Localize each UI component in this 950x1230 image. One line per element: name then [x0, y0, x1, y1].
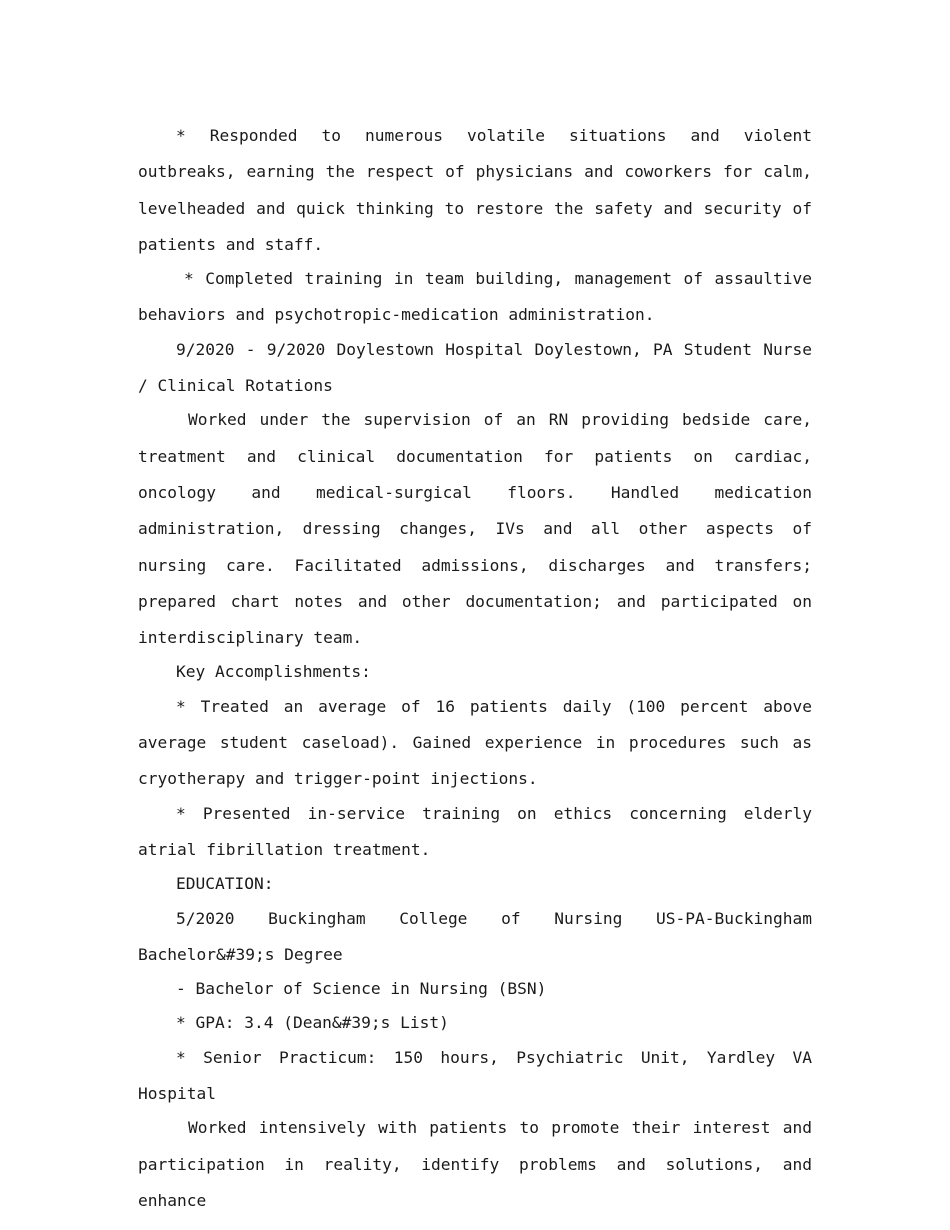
paragraph-bsn: - Bachelor of Science in Nursing (BSN): [176, 979, 547, 999]
heading-education: EDUCATION:: [176, 874, 274, 894]
paragraph-buckingham-degree: 5/2020 Buckingham College of Nursing US-PA-Buckingham Bachelor&#39;s Degree: [138, 908, 812, 964]
paragraph-completed-training: * Completed training in team building, management of assaultive behaviors and psychotropic-medication administration.: [138, 269, 812, 325]
document-page: [138, 118, 812, 1219]
paragraph-worked-intensively: Worked intensively with patients to promote their interest and participation in reality, identify problems and solutions, and enhance: [138, 1118, 812, 1210]
paragraph-doylestown-position: 9/2020 - 9/2020 Doylestown Hospital Doylestown, PA Student Nurse / Clinical Rotations: [138, 339, 812, 396]
paragraph-inservice-training: * Presented in-service training on ethics concerning elderly atrial fibrillation treatment.: [138, 803, 812, 859]
paragraph-senior-practicum: * Senior Practicum: 150 hours, Psychiatric Unit, Yardley VA Hospital: [138, 1047, 812, 1104]
paragraph-worked-under: Worked under the supervision of an RN providing bedside care, treatment and clinical documentation for patients on cardiac, oncology and medical-surgical floors. Handled medication administration, dressing changes, IVs and all other aspects of nursing care. Facilitated admissions, discharges and transfers; prepared chart notes and other documentation; and participated on interdisciplinary team.: [138, 410, 812, 648]
heading-key-accomplishments: Key Accomplishments:: [176, 662, 371, 682]
paragraph-responded: * Responded to numerous volatile situations and violent outbreaks, earning the respect of physicians and coworkers for calm, levelheaded and quick thinking to restore the safety and security of patients and staff.: [138, 126, 812, 254]
paragraph-treated-patients: * Treated an average of 16 patients daily (100 percent above average student caseload). Gained experience in procedures such as cryotherapy and trigger-point injections.: [138, 696, 812, 789]
paragraph-gpa: * GPA: 3.4 (Dean&#39;s List): [176, 1013, 449, 1033]
